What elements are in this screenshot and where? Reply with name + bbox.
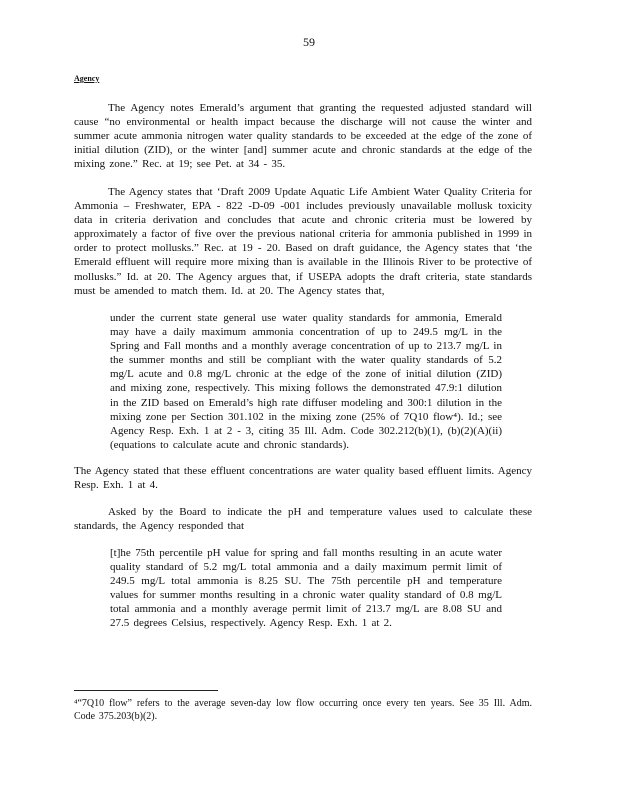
paragraph-3: The Agency stated that these effluent concentrations are water quality based effluent limits. Agency Resp. Exh. 1 at 4. [74,465,532,492]
page-number: 59 [303,35,315,49]
section-heading: Agency [74,74,100,83]
paragraph-1: The Agency notes Emerald’s argument that granting the requested adjusted standard will cause “no environmental or health impact because the discharge will not cause the winter and summer acute ammonia nitrogen water quality standards to be exceeded at the edge of the zone of initial dilution (ZID), or the winter [and] summer acute and chronic standards at the edge of the mixing zone.” Rec. at 19; see Pet. at 34 - 35. [74,102,532,171]
paragraph-4: Asked by the Board to indicate the pH and temperature values used to calculate these standards, the Agency responded that [74,506,532,533]
footnote-divider [74,690,218,691]
block-quote-1: under the current state general use water quality standards for ammonia, Emerald may have a daily maximum ammonia concentration of up to 249.5 mg/L in the Spring and Fall months and a monthly average concentration of up to 213.7 mg/L in the summer months and still be compliant with the water quality standards of 5.2 mg/L acute and 0.8 mg/L chronic at the edge of the zone of initial dilution (ZID) and mixing zone, respectively. This mixing follows the demonstrated 47.9:1 dilution in the ZID based on Emerald’s high rate diffuser modeling and 300:1 dilution in the mixing zone per Section 301.102 in the mixing zone (25% of 7Q10 flow⁴). Id.; see Agency Resp. Exh. 1 at 2 - 3, citing 35 Ill. Adm. Code 302.212(b)(1), (b)(2)(A)(ii) (equations to calculate acute and chronic standards). [110,312,502,451]
footnote: ⁴“7Q10 flow” refers to the average seven-day low flow occurring once every ten years. See 35 Ill. Adm. Code 375.203(b)(2). [74,698,532,722]
paragraph-2: The Agency states that ‘Draft 2009 Update Aquatic Life Ambient Water Quality Criteria for Ammonia – Freshwater, EPA - 822 -D-09 -001 includes previously unavailable mollusk toxicity data in criteria derivation and concludes that acute and chronic criteria must be lowered by approximately a factor of five over the previous national criteria for ammonia published in 1999 in order to protect mollusks.” Rec. at 19 - 20. Based on draft guidance, the Agency states that ‘the Emerald effluent will require more mixing than is available in the Illinois River to be protective of mollusks.” Id. at 20. The Agency argues that, if USEPA adopts the draft criteria, state standards must be amended to match them. Id. at 20. The Agency states that, [74,186,532,297]
block-quote-2: [t]he 75th percentile pH value for spring and fall months resulting in an acute water quality standard of 5.2 mg/L total ammonia and a daily maximum permit limit of 249.5 mg/L total ammonia is 8.25 SU. The 75th percentile pH and temperature values for summer months resulting in a chronic water quality standard of 0.8 mg/L total ammonia and a monthly average permit limit of 213.7 mg/L are 8.08 SU and 27.5 degrees Celsius, respectively. Agency Resp. Exh. 1 at 2. [110,547,502,630]
